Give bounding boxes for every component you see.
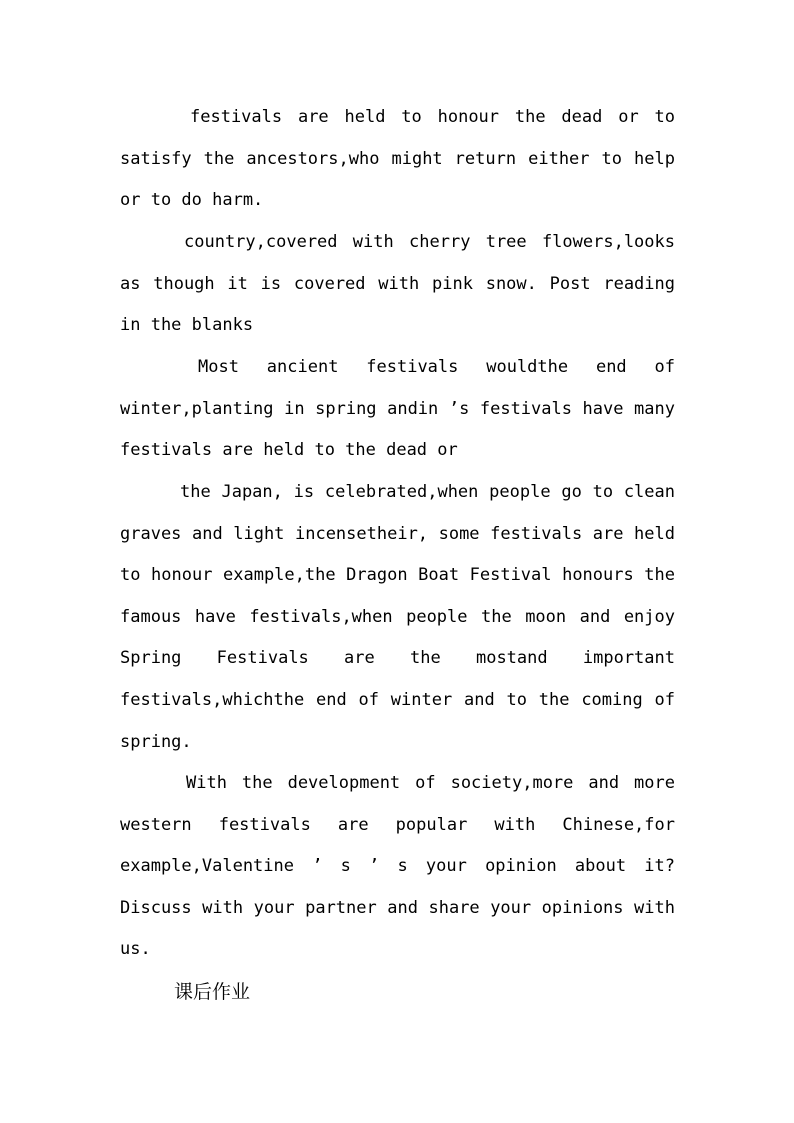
paragraph-ancient-festivals: Most ancient festivals wouldthe end of winter,planting in spring andin ’s festivals have many festivals are held to the dead or — [120, 357, 675, 461]
paragraph-cherry-tree-country: country,covered with cherry tree flowers,looks as though it is covered with pink snow. Post reading in the blanks — [120, 232, 675, 336]
homework-heading: 课后作业 — [174, 981, 251, 1003]
paragraph-western-festivals: With the development of society,more and more western festivals are popular with Chinese,for example,Valentine ’ s ’ s your opinion about it?Discuss with your partner and share your opinions with us. — [120, 773, 675, 960]
paragraph-festivals-honour-dead: festivals are held to honour the dead or to satisfy the ancestors,who might return either to help or to do harm. — [120, 107, 675, 211]
paragraph-japan-festivals: the Japan, is celebrated,when people go to clean graves and light incensetheir, some festivals are held to honour example,the Dragon Boat Festival honours the famous have festivals,when people the moon and enjoy Spring Festivals are the mostand important festivals,whichthe end of winter and to the coming of spring. — [120, 482, 675, 752]
